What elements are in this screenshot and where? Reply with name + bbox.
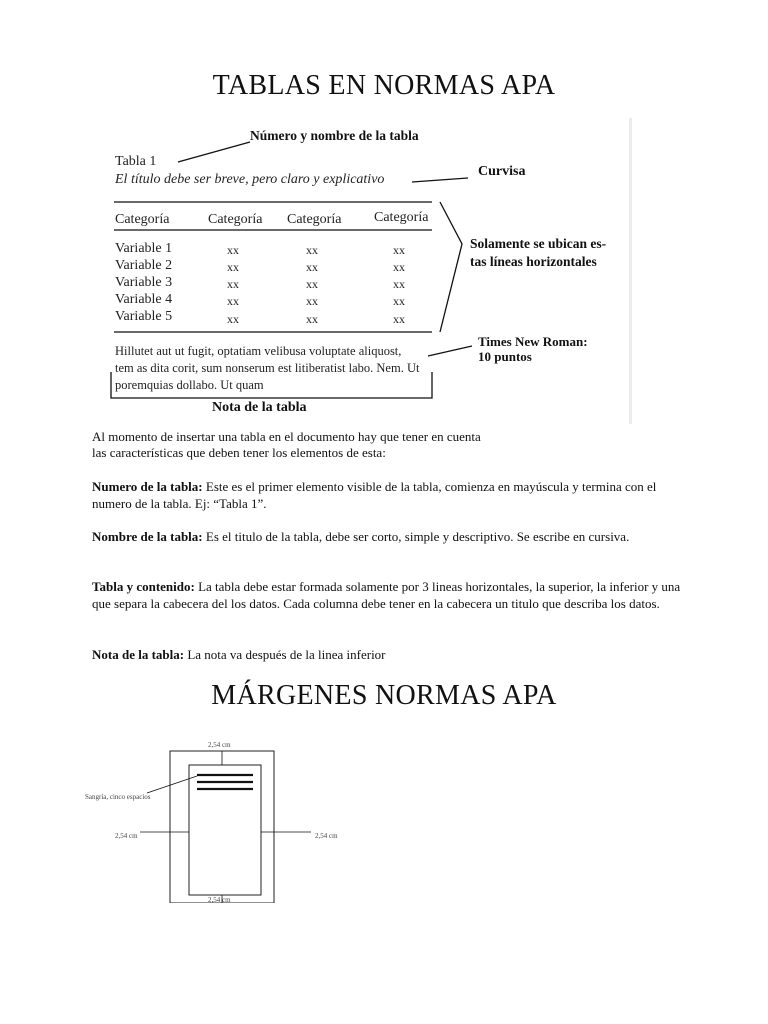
annotation-font-2: 10 puntos xyxy=(478,349,532,364)
table-number: Tabla 1 xyxy=(115,154,157,169)
margin-right-label: 2,54 cm xyxy=(315,832,338,840)
annotation-font-1: Times New Roman: xyxy=(478,334,588,349)
row-cell: xx xyxy=(393,277,405,291)
header-cell: Categoría xyxy=(374,210,429,225)
annotation-italic: Curvisa xyxy=(478,164,526,179)
row-cell: xx xyxy=(306,277,318,291)
margin-bottom-label: 2,54 cm xyxy=(208,896,231,904)
header-cell: Categoría xyxy=(208,212,263,227)
paragraph-text: Este es el primer elemento visible de la tabla, comienza en mayúscula y termina con el numero de la tabla. Ej: “Tabla 1”. xyxy=(92,479,657,511)
row-label: Variable 2 xyxy=(115,258,173,273)
paragraph-table-note xyxy=(92,646,682,663)
row-cell: xx xyxy=(227,294,239,308)
margin-left-label: 2,54 cm xyxy=(115,832,138,840)
paragraph-text: La tabla debe estar formada solamente por 3 lineas horizontales, la superior, la inferior y una que separa la cabecera del los datos. Cada columna debe tener en la cabecera un titulo que describa los datos. xyxy=(92,579,681,611)
paragraph-table-name xyxy=(92,528,682,545)
paragraph-text: Es el titulo de la tabla, debe ser corto, simple y descriptivo. Se escribe en cursiva. xyxy=(205,529,630,544)
note-line: Hillutet aut ut fugit, optatiam velibusa voluptate aliquost, xyxy=(115,344,402,358)
row-cell: xx xyxy=(306,260,318,274)
annotation-lines-1: Solamente se ubican es- xyxy=(470,236,607,251)
page-outer xyxy=(170,751,274,903)
margin-top-label: 2,54 cm xyxy=(208,741,231,749)
intro-line-2: las características que deben tener los elementos de esta: xyxy=(92,445,386,460)
row-cell: xx xyxy=(306,243,318,257)
row-cell: xx xyxy=(306,294,318,308)
margins-figure xyxy=(85,735,355,903)
page-title-margins: MÁRGENES NORMAS APA xyxy=(211,680,557,711)
row-cell: xx xyxy=(227,260,239,274)
indent-label: Sangría, cinco espacios xyxy=(85,793,151,801)
header-cell: Categoría xyxy=(287,212,342,227)
paragraph-label: Nombre de la tabla: xyxy=(92,529,203,544)
annotation-lines-2: tas líneas horizontales xyxy=(470,254,597,269)
annotation-note: Nota de la tabla xyxy=(212,400,307,415)
row-label: Variable 3 xyxy=(115,275,173,290)
page-inner xyxy=(189,765,261,895)
row-label: Variable 1 xyxy=(115,241,173,256)
note-line: poremquias dollabo. Ut quam xyxy=(115,378,264,392)
row-cell: xx xyxy=(227,243,239,257)
pointer-number-name xyxy=(178,142,250,162)
row-cell: xx xyxy=(393,243,405,257)
paragraph-table-content xyxy=(92,578,682,612)
brace-lines xyxy=(440,202,462,332)
row-cell: xx xyxy=(393,260,405,274)
annotation-number-name: Número y nombre de la tabla xyxy=(250,128,419,143)
note-line: tem as dita corit, sum nonserum est litiberatist labo. Nem. Ut xyxy=(115,361,420,375)
paragraph-label: Nota de la tabla: xyxy=(92,647,185,662)
row-cell: xx xyxy=(227,277,239,291)
pointer-italic xyxy=(412,178,468,182)
apa-table-figure xyxy=(100,118,632,424)
intro-line-1: Al momento de insertar una tabla en el documento hay que tener en cuenta xyxy=(92,429,481,444)
pointer-font xyxy=(428,346,472,356)
row-label: Variable 5 xyxy=(115,309,173,324)
table-title: El título debe ser breve, pero claro y explicativo xyxy=(115,172,385,187)
paragraph-label: Numero de la tabla: xyxy=(92,479,203,494)
row-cell: xx xyxy=(393,294,405,308)
paragraph-text: La nota va después de la linea inferior xyxy=(187,647,386,662)
row-cell: xx xyxy=(227,312,239,326)
margins-lines xyxy=(85,735,355,903)
row-cell: xx xyxy=(306,312,318,326)
row-cell: xx xyxy=(393,312,405,326)
header-cell: Categoría xyxy=(115,212,170,227)
page-title-tables: TABLAS EN NORMAS APA xyxy=(212,70,556,101)
row-label: Variable 4 xyxy=(115,292,173,307)
paragraph-label: Tabla y contenido: xyxy=(92,579,195,594)
paragraph-table-number xyxy=(92,478,682,512)
